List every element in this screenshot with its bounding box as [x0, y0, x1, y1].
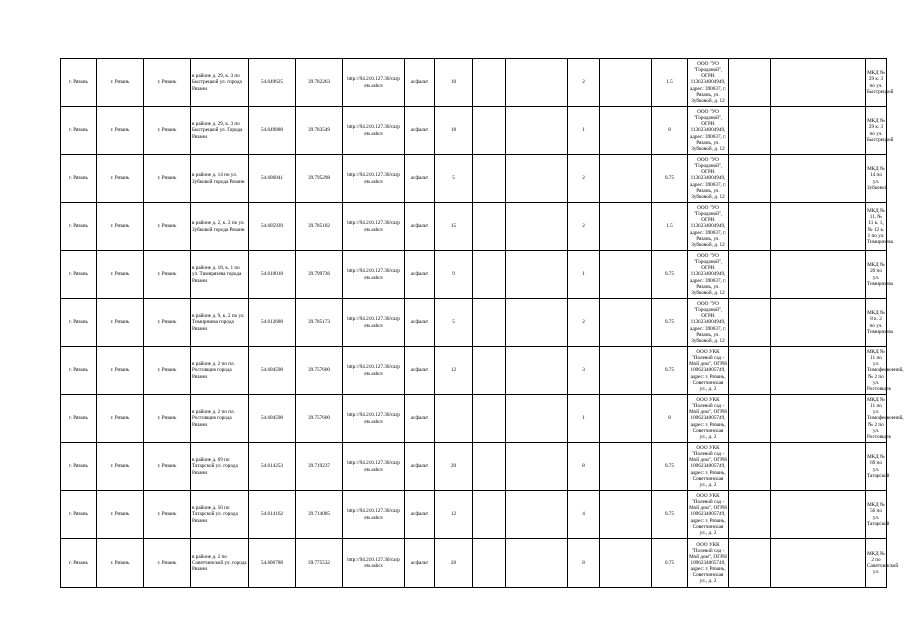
table-row — [61, 155, 887, 203]
city-cell: г. Рязань — [144, 347, 191, 395]
volume-cell: 8 — [652, 107, 688, 155]
empty-cell — [729, 395, 771, 443]
volume-cell: 0.75 — [652, 491, 688, 539]
location-cell: в районе д. 2 по Советчинской ул. города Рязани — [191, 539, 249, 588]
empty-cell — [771, 155, 866, 203]
surface-cell: асфальт — [405, 539, 435, 588]
empty-cell — [506, 347, 568, 395]
photo-url-cell: http://94.210.127.30/carp ets.ashcs — [343, 59, 405, 107]
photo-url-cell: http://94.210.127.30/carp ets.ashcs — [343, 491, 405, 539]
longitude-cell: 39.775532 — [296, 539, 343, 588]
region-cell: г. Рязань — [61, 59, 97, 107]
empty-cell — [473, 203, 506, 251]
longitude-cell: 39.714085 — [296, 491, 343, 539]
container-count-cell: 1 — [568, 395, 600, 443]
empty-cell — [600, 539, 652, 588]
volume-cell: 1.5 — [652, 59, 688, 107]
region-cell: г. Рязань — [61, 203, 97, 251]
registry-sheet — [60, 58, 904, 588]
photo-url-cell: http://94.210.127.30/carp ets.ashcs — [343, 203, 405, 251]
container-site-table — [60, 58, 904, 588]
empty-cell — [771, 59, 866, 107]
region-cell: г. Рязань — [61, 155, 97, 203]
photo-url-cell: http://94.210.127.30/carp ets.ashcs — [343, 539, 405, 588]
empty-cell — [771, 443, 866, 491]
volume-cell: 0.75 — [652, 155, 688, 203]
source-cell: МКД № 11, № 11 к. 1, № 12 к. 1 по ул. Тимирязева — [866, 203, 887, 251]
empty-cell — [506, 59, 568, 107]
volume-cell: 8 — [652, 395, 688, 443]
surface-cell: асфальт — [405, 443, 435, 491]
location-cell: в районе д. 2 по пл. Ростовщев города Рязани — [191, 395, 249, 443]
latitude-cell: 54.604598 — [249, 347, 296, 395]
location-cell: в районе д. 2 по пл. Ростовщев города Рязани — [191, 347, 249, 395]
volume-cell: 0.75 — [652, 299, 688, 347]
empty-cell — [771, 299, 866, 347]
empty-cell — [600, 203, 652, 251]
city-cell: г. Рязань — [144, 395, 191, 443]
photo-url-cell: http://94.210.127.30/carp ets.ashcs — [343, 347, 405, 395]
table-row — [61, 107, 887, 155]
source-cell: МКД № 8 к. 2 по ул. Тимирязева — [866, 299, 887, 347]
empty-cell — [473, 347, 506, 395]
location-cell: в районе д. 18, к. 1 по ул. Тимирязева города Рязани — [191, 251, 249, 299]
area-cell: 10 — [435, 59, 473, 107]
location-cell: в районе д. 14 по ул. Зубковой города Рязани — [191, 155, 249, 203]
container-count-cell: 4 — [568, 491, 600, 539]
source-cell: МКД № 29 к. 3 по ул. Быстрецкой — [866, 107, 887, 155]
photo-url-cell: http://94.210.127.30/carp ets.ashcs — [343, 251, 405, 299]
volume-cell: 0.75 — [652, 251, 688, 299]
source-cell: МКД № 56 по ул. Татарской — [866, 491, 887, 539]
region-cell: г. Рязань — [61, 107, 97, 155]
longitude-cell: 39.719237 — [296, 443, 343, 491]
surface-cell: асфальт — [405, 203, 435, 251]
empty-cell — [506, 299, 568, 347]
surface-cell: асфальт — [405, 155, 435, 203]
location-cell: в районе д. 9, к. 2 по ул. Тимирязева города Рязани — [191, 299, 249, 347]
city-cell: г. Рязань — [144, 155, 191, 203]
photo-url-cell: http://94.210.127.30/carp ets.ashcs — [343, 443, 405, 491]
volume-cell: 1.5 — [652, 203, 688, 251]
area-cell: 18 — [435, 107, 473, 155]
source-cell: МКД № 14 по ул. Зубковой — [866, 155, 887, 203]
source-cell: МКД № 69 по ул. Татарской — [866, 443, 887, 491]
city-cell: г. Рязань — [144, 251, 191, 299]
volume-cell: 0.75 — [652, 347, 688, 395]
city-cell: г. Рязань — [144, 443, 191, 491]
empty-cell — [473, 59, 506, 107]
table-row — [61, 299, 887, 347]
empty-cell — [506, 539, 568, 588]
empty-cell — [600, 251, 652, 299]
district-cell: г. Рязань — [97, 395, 144, 443]
area-cell: 20 — [435, 443, 473, 491]
source-cell: МКД № 29 к. 3 по ул. Быстрецкой — [866, 59, 887, 107]
owner-cell: ООО "УО "Городовой", ОГРН 1136234004949, адрес: 390037, г. Рязань, ул. Зубковой, д. 12 — [688, 251, 729, 299]
volume-cell: 0.75 — [652, 443, 688, 491]
empty-cell — [729, 443, 771, 491]
empty-cell — [473, 443, 506, 491]
table-row — [61, 251, 887, 299]
empty-cell — [473, 107, 506, 155]
owner-cell: ООО "УО "Городовой", ОГРН 1136234004949, адрес: 390037, г. Рязань, ул. Зубковой, д. 12 — [688, 155, 729, 203]
location-cell: в районе д. 29, к. 3 по Быстрецкой ул. Города Рязани — [191, 107, 249, 155]
empty-cell — [729, 299, 771, 347]
longitude-cell: 39.785182 — [296, 203, 343, 251]
owner-cell: ООО УКК "Полевой сад - Мой дом", ОГРН 1096234005749, адрес: г. Рязань, Советчинская ул., д. 2 — [688, 395, 729, 443]
surface-cell: асфальт — [405, 347, 435, 395]
empty-cell — [600, 347, 652, 395]
container-count-cell: 2 — [568, 59, 600, 107]
empty-cell — [600, 107, 652, 155]
owner-cell: ООО "УО "Городовой", ОГРН 1136234004949, адрес: 390037, г. Рязань, ул. Зубковой, д. 12 — [688, 107, 729, 155]
area-cell — [435, 395, 473, 443]
latitude-cell: 54.612688 — [249, 299, 296, 347]
city-cell: г. Рязань — [144, 539, 191, 588]
area-cell: 5 — [435, 155, 473, 203]
latitude-cell: 54.605939 — [249, 203, 296, 251]
empty-cell — [473, 251, 506, 299]
latitude-cell: 54.614162 — [249, 491, 296, 539]
container-count-cell: 3 — [568, 347, 600, 395]
container-count-cell: 2 — [568, 299, 600, 347]
longitude-cell: 39.785173 — [296, 299, 343, 347]
region-cell: г. Рязань — [61, 395, 97, 443]
photo-url-cell: http://94.210.127.30/carp ets.ashcs — [343, 299, 405, 347]
district-cell: г. Рязань — [97, 251, 144, 299]
region-cell: г. Рязань — [61, 539, 97, 588]
empty-cell — [729, 539, 771, 588]
latitude-cell: 54.604598 — [249, 395, 296, 443]
empty-cell — [506, 395, 568, 443]
area-cell: 5 — [435, 299, 473, 347]
district-cell: г. Рязань — [97, 59, 144, 107]
empty-cell — [600, 59, 652, 107]
surface-cell: асфальт — [405, 107, 435, 155]
city-cell: г. Рязань — [144, 299, 191, 347]
source-cell: МКД № 11 по ул. Тимофеевоений, № 2 по ул. Ростовщев — [866, 395, 887, 443]
container-count-cell: 2 — [568, 203, 600, 251]
district-cell: г. Рязань — [97, 539, 144, 588]
surface-cell: асфальт — [405, 59, 435, 107]
district-cell: г. Рязань — [97, 299, 144, 347]
container-count-cell: 2 — [568, 155, 600, 203]
empty-cell — [473, 299, 506, 347]
region-cell: г. Рязань — [61, 251, 97, 299]
empty-cell — [729, 491, 771, 539]
longitude-cell: 39.757600 — [296, 347, 343, 395]
empty-cell — [729, 203, 771, 251]
empty-cell — [729, 155, 771, 203]
empty-cell — [771, 395, 866, 443]
owner-cell: ООО УКК "Полевой сад - Мой дом", ОГРН 1096234005749, адрес: г. Рязань, Советчинская ул., д. 2 — [688, 491, 729, 539]
owner-cell: ООО УКК "Полевой сад - Мой дом", ОГРН 1096234005749, адрес: г. Рязань, Советчинская ул., д. 2 — [688, 539, 729, 588]
empty-cell — [729, 251, 771, 299]
container-count-cell: 1 — [568, 107, 600, 155]
empty-cell — [600, 395, 652, 443]
surface-cell: асфальт — [405, 251, 435, 299]
owner-cell: ООО "УО "Городовой", ОГРН 1136234004949, адрес: 390037, г. Рязань, ул. Зубковой, д. 12 — [688, 203, 729, 251]
empty-cell — [506, 491, 568, 539]
district-cell: г. Рязань — [97, 107, 144, 155]
table-row — [61, 539, 887, 588]
empty-cell — [771, 251, 866, 299]
district-cell: г. Рязань — [97, 347, 144, 395]
region-cell: г. Рязань — [61, 491, 97, 539]
location-cell: в районе д. 2, к. 2 по ул. Зубковой города Рязани — [191, 203, 249, 251]
empty-cell — [771, 347, 866, 395]
area-cell: 20 — [435, 539, 473, 588]
surface-cell: асфальт — [405, 299, 435, 347]
latitude-cell: 54.606841 — [249, 155, 296, 203]
empty-cell — [506, 107, 568, 155]
longitude-cell: 39.757600 — [296, 395, 343, 443]
location-cell: в районе д. 29, к. 3 по Быстрецкой ул. города Рязани — [191, 59, 249, 107]
empty-cell — [771, 539, 866, 588]
container-count-cell: 8 — [568, 443, 600, 491]
empty-cell — [473, 539, 506, 588]
table-row — [61, 59, 887, 107]
empty-cell — [506, 443, 568, 491]
source-cell: МКД № 20 по ул. Тимирязева — [866, 251, 887, 299]
latitude-cell: 54.610018 — [249, 251, 296, 299]
latitude-cell: 54.649625 — [249, 59, 296, 107]
empty-cell — [771, 107, 866, 155]
longitude-cell: 39.795298 — [296, 155, 343, 203]
empty-cell — [600, 299, 652, 347]
latitude-cell: 54.614253 — [249, 443, 296, 491]
surface-cell: асфальт — [405, 491, 435, 539]
empty-cell — [729, 59, 771, 107]
empty-cell — [771, 491, 866, 539]
empty-cell — [506, 203, 568, 251]
empty-cell — [771, 203, 866, 251]
table-row — [61, 347, 887, 395]
city-cell: г. Рязань — [144, 107, 191, 155]
area-cell: 9 — [435, 251, 473, 299]
empty-cell — [600, 491, 652, 539]
district-cell: г. Рязань — [97, 443, 144, 491]
surface-cell: асфальт — [405, 395, 435, 443]
longitude-cell: 39.799736 — [296, 251, 343, 299]
area-cell: 12 — [435, 347, 473, 395]
city-cell: г. Рязань — [144, 491, 191, 539]
city-cell: г. Рязань — [144, 59, 191, 107]
area-cell: 15 — [435, 203, 473, 251]
owner-cell: ООО "УО "Городовой", ОГРН 1136234004949, адрес: 390037, г. Рязань, ул. Зубковой, д. 12 — [688, 59, 729, 107]
table-body — [61, 59, 904, 588]
owner-cell: ООО УКК "Полевой сад - Мой дом", ОГРН 1096234005749, адрес: г. Рязань, Советчинская ул., д. 2 — [688, 347, 729, 395]
photo-url-cell: http://94.210.127.30/carp ets.ashcs — [343, 107, 405, 155]
table-row — [61, 203, 887, 251]
empty-cell — [506, 251, 568, 299]
source-cell: МКД № 2 по Советчинской ул. — [866, 539, 887, 588]
owner-cell: ООО УКК "Полевой сад - Мой дом", ОГРН 1096234005749, адрес: г. Рязань, Советчинская ул., д. 2 — [688, 443, 729, 491]
district-cell: г. Рязань — [97, 203, 144, 251]
container-count-cell: 8 — [568, 539, 600, 588]
empty-cell — [729, 107, 771, 155]
longitude-cell: 39.782263 — [296, 59, 343, 107]
empty-cell — [729, 347, 771, 395]
owner-cell: ООО "УО "Городовой", ОГРН 1136234004949, адрес: 390037, г. Рязань, ул. Зубковой, д. 12 — [688, 299, 729, 347]
district-cell: г. Рязань — [97, 155, 144, 203]
empty-cell — [473, 155, 506, 203]
photo-url-cell: http://94.210.127.30/carp ets.ashcs — [343, 395, 405, 443]
region-cell: г. Рязань — [61, 299, 97, 347]
photo-url-cell: http://94.210.127.30/carp ets.ashcs — [343, 155, 405, 203]
longitude-cell: 39.783549 — [296, 107, 343, 155]
latitude-cell: 54.606788 — [249, 539, 296, 588]
region-cell: г. Рязань — [61, 347, 97, 395]
table-row — [61, 443, 887, 491]
empty-cell — [600, 155, 652, 203]
region-cell: г. Рязань — [61, 443, 97, 491]
table-row — [61, 395, 887, 443]
table-row — [61, 491, 887, 539]
latitude-cell: 54.649888 — [249, 107, 296, 155]
area-cell: 12 — [435, 491, 473, 539]
empty-cell — [473, 491, 506, 539]
city-cell: г. Рязань — [144, 203, 191, 251]
volume-cell: 0.75 — [652, 539, 688, 588]
district-cell: г. Рязань — [97, 491, 144, 539]
empty-cell — [600, 443, 652, 491]
location-cell: в районе д. 69 по Татарской ул. города Рязани — [191, 443, 249, 491]
container-count-cell: 1 — [568, 251, 600, 299]
empty-cell — [506, 155, 568, 203]
empty-cell — [473, 395, 506, 443]
location-cell: в районе д. 56 по Татарской ул. города Рязани — [191, 491, 249, 539]
source-cell: МКД № 11 по ул. Тимофеевоений, № 2 по ул. Ростовщев — [866, 347, 887, 395]
